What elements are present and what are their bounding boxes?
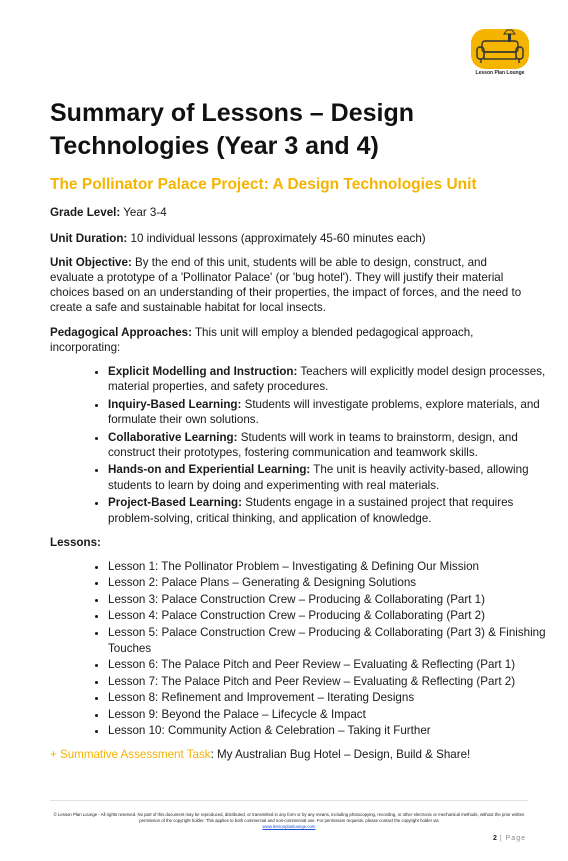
lessons-list — [90, 559, 548, 739]
brand-logo-text: Lesson Plan Lounge — [475, 70, 525, 76]
list-item: • Lesson 10: Community Action & Celebration – Taking it Further — [108, 723, 548, 739]
approach-label: Explicit Modelling and Instruction: — [108, 365, 298, 378]
list-item: • Lesson 5: Palace Construction Crew – Producing & Collaborating (Part 3) & Finishing Touches — [108, 625, 548, 658]
list-item — [108, 364, 546, 395]
pedagogical-approaches — [50, 325, 510, 355]
list-item — [108, 495, 546, 526]
page-number — [493, 835, 526, 842]
copyright-text: © Lesson Plan Lounge - All rights reserved. No part of this document may be reproduced, distributed, or transmitted in any form or by any means, including photocopying, recording, or other electronic or mechanical methods, without the prior written permission of the copyright holder. This applies to both commercial and non-commercial use. For permission requests, please contact the copyright holder via — [53, 812, 525, 823]
page-label: Page — [505, 835, 526, 842]
unit-subtitle: The Pollinator Palace Project: A Design Technologies Unit — [50, 176, 477, 193]
list-item: • Lesson 9: Beyond the Palace – Lifecycle & Impact — [108, 707, 548, 723]
duration-label: Unit Duration: — [50, 232, 128, 245]
objective-text: By the end of this unit, students will be able to design, construct, and evaluate a prototype of a 'Pollinator Palace' (or 'bug hotel'). They will justify their material choices based on an understanding of their properties, the impact of forces, and the need to create a safe and sustainable habitat for local insects. — [50, 256, 522, 314]
list-item: • Lesson 1: The Pollinator Problem – Investigating & Defining Our Mission — [108, 559, 548, 575]
unit-objective — [50, 255, 528, 315]
page-number-value: 2 — [493, 835, 497, 842]
approaches-list — [90, 364, 546, 528]
grade-label: Grade Level: — [50, 206, 121, 219]
sofa-logo-icon — [467, 27, 533, 73]
list-item — [108, 462, 546, 493]
approach-text: Teachers will explicitly model design processes, material properties, and safety procedures. — [108, 365, 546, 394]
summative-label: + Summative Assessment Task — [50, 748, 211, 761]
summative-text: : My Australian Bug Hotel – Design, Build & Share! — [210, 748, 471, 761]
unit-duration — [50, 231, 528, 246]
approach-label: Hands-on and Experiential Learning: — [108, 463, 311, 477]
approach-text: Students will work in teams to brainstorm, design, and construct their prototypes, fostering communication and teamwork skills. — [108, 430, 518, 460]
grade-level — [50, 205, 528, 220]
lessons-heading-text: Lessons: — [50, 536, 101, 549]
approach-text: Students engage in a sustained project that requires problem-solving, critical thinking, and application of knowledge. — [108, 496, 514, 525]
list-item: • Lesson 4: Palace Construction Crew – Producing & Collaborating (Part 2) — [108, 608, 548, 624]
pedagogy-label: Pedagogical Approaches: — [50, 326, 192, 339]
approach-text: The unit is heavily activity-based, allowing students to learn by doing and experimenting with real materials. — [108, 463, 529, 492]
grade-value: Year 3-4 — [120, 206, 167, 219]
approach-label: Project-Based Learning: — [108, 496, 243, 510]
list-item: • Lesson 6: The Palace Pitch and Peer Review – Evaluating & Reflecting (Part 1) — [108, 657, 548, 673]
list-item: • Lesson 2: Palace Plans – Generating & Designing Solutions — [108, 575, 548, 591]
page-title: Summary of Lessons – Design Technologies (Year 3 and 4) — [50, 99, 415, 160]
pedagogy-text: This unit will employ a blended pedagogical approach, incorporating: — [50, 326, 474, 354]
list-item: • Lesson 8: Refinement and Improvement – Iterating Designs — [108, 690, 548, 706]
approach-text: Students will investigate problems, explore materials, and formulate their own solutions. — [108, 397, 540, 427]
footer-divider — [50, 800, 528, 801]
page-separator: | — [496, 835, 506, 842]
list-item: • Lesson 3: Palace Construction Crew – Producing & Collaborating (Part 1) — [108, 592, 548, 608]
approach-label: Collaborative Learning: — [108, 430, 238, 444]
objective-label: Unit Objective: — [50, 256, 132, 269]
duration-value: 10 individual lessons (approximately 45-60 minutes each) — [127, 232, 426, 245]
website-link[interactable]: www.lessonplanlounge.com — [262, 824, 316, 829]
list-item: • Lesson 7: The Palace Pitch and Peer Review – Evaluating & Reflecting (Part 2) — [108, 674, 548, 690]
lessons-heading — [50, 535, 528, 550]
approach-label: Inquiry-Based Learning: — [108, 397, 242, 411]
summative-task — [50, 748, 470, 761]
list-item — [108, 397, 546, 428]
list-item — [108, 430, 546, 461]
copyright-footer — [52, 812, 526, 830]
